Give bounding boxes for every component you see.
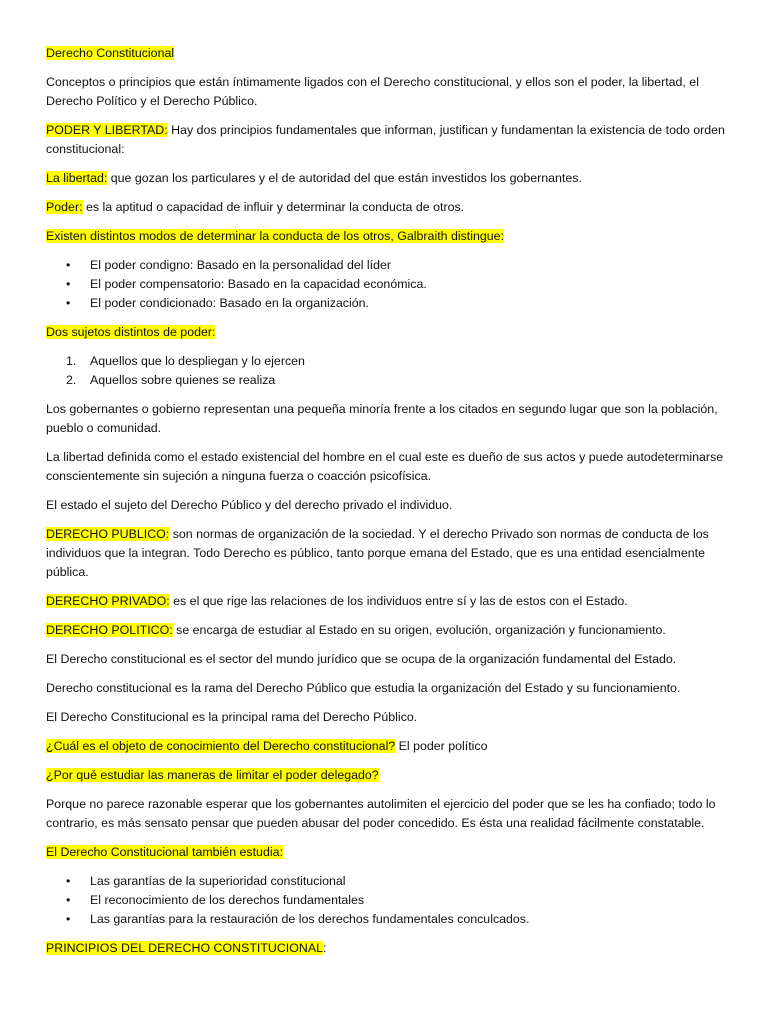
list-item: • El reconocimiento de los derechos fundamentales [46,891,728,910]
politico-paragraph [46,621,728,640]
highlight-term: La libertad: [46,171,108,185]
highlight-heading: PRINCIPIOS DEL DERECHO CONSTITUCIONAL [46,941,323,955]
highlight-heading: Dos sujetos distintos de poder: [46,325,216,339]
list-item: • El poder compensatorio: Basado en la capacidad económica. [46,275,728,294]
principal-paragraph: El Derecho Constitucional es la principal rama del Derecho Público. [46,710,418,724]
list-item: • Las garantías para la restauración de los derechos fundamentales conculcados. [46,910,728,929]
privado-paragraph [46,592,728,611]
highlight-term: Poder: [46,200,83,214]
paragraph-text: se encarga de estudiar al Estado en su origen, evolución, organización y funcionamiento. [172,623,666,637]
galbraith-list [46,256,728,313]
highlight-term: DERECHO POLITICO: [46,623,173,637]
highlight-term: DERECHO PRIVADO: [46,594,170,608]
sujetos-heading [46,323,728,342]
heading-colon: : [323,941,327,955]
sector-paragraph: El Derecho constitucional es el sector del mundo jurídico que se ocupa de la organización fundamental del Estado. [46,652,677,666]
highlight-title: Derecho Constitucional [46,46,175,60]
list-item: Aquellos que lo despliegan y lo ejercen [90,354,305,368]
porque-heading [46,766,728,785]
highlight-term: DERECHO PUBLICO: [46,527,170,541]
gobernantes-paragraph: Los gobernantes o gobierno representan una pequeña minoría frente a los citados en segundo lugar que son la población, pueblo o comunidad. [46,402,718,435]
list-item: Aquellos sobre quienes se realiza [90,373,276,387]
porque-answer-paragraph: Porque no parece razonable esperar que los gobernantes autolimiten el ejercicio del poder que se les ha confiado; todo lo contrario, es más sensato pensar que pueden abusar del poder concedido. Es ésta una realidad fácilmente constatable. [46,797,716,830]
list-item: • El poder condigno: Basado en la personalidad del líder [46,256,728,275]
paragraph-text: es el que rige las relaciones de los individuos entre sí y las de estos con el Estado. [169,594,628,608]
poder-paragraph [46,198,728,217]
estudia-heading [46,843,728,862]
estudia-list [46,872,728,929]
sujetos-list [46,352,728,390]
galbraith-heading [46,227,728,246]
highlight-question: ¿Por qué estudiar las maneras de limitar el poder delegado? [46,768,379,782]
list-item: • El poder condicionado: Basado en la organización. [46,294,728,313]
principios-heading [46,939,728,958]
highlight-heading: El Derecho Constitucional también estudia: [46,845,283,859]
paragraph-text: Hay dos principios fundamentales que informan, justifican y fundamentan la existencia de todo orden constitucional: [46,123,725,156]
poder-libertad-paragraph [46,121,728,159]
publico-paragraph [46,525,728,582]
estado-sujeto-paragraph: El estado el sujeto del Derecho Público y del derecho privado el individuo. [46,498,453,512]
paragraph-text: es la aptitud o capacidad de influir y determinar la conducta de otros. [82,200,465,214]
objeto-paragraph [46,737,728,756]
paragraph-text: que gozan los particulares y el de autoridad del que están investidos los gobernantes. [107,171,582,185]
doc-title [46,44,728,63]
libertad-definition-paragraph: La libertad definida como el estado existencial del hombre en el cual este es dueño de sus actos y puede autodeterminarse conscientemente sin sujeción a ninguna fuerza o coacción psicofísica. [46,450,724,483]
libertad-paragraph [46,169,728,188]
rama-paragraph: Derecho constitucional es la rama del Derecho Público que estudia la organización del Estado y su funcionamiento. [46,681,681,695]
highlight-question: ¿Cuál es el objeto de conocimiento del Derecho constitucional? [46,739,396,753]
intro-paragraph: Conceptos o principios que están íntimamente ligados con el Derecho constitucional, y ellos son el poder, la libertad, el Derecho Político y el Derecho Público. [46,75,699,108]
paragraph-text: El poder político [395,739,488,753]
list-item: • Las garantías de la superioridad constitucional [46,872,728,891]
paragraph-text: son normas de organización de la sociedad. Y el derecho Privado son normas de conducta de los individuos que la integran. Todo Derecho es público, tanto porque emana del Estado, que es una entidad esencialmente pública. [46,527,709,579]
highlight-term: PODER Y LIBERTAD: [46,123,168,137]
highlight-heading: Existen distintos modos de determinar la conducta de los otros, Galbraith distingue: [46,229,505,243]
